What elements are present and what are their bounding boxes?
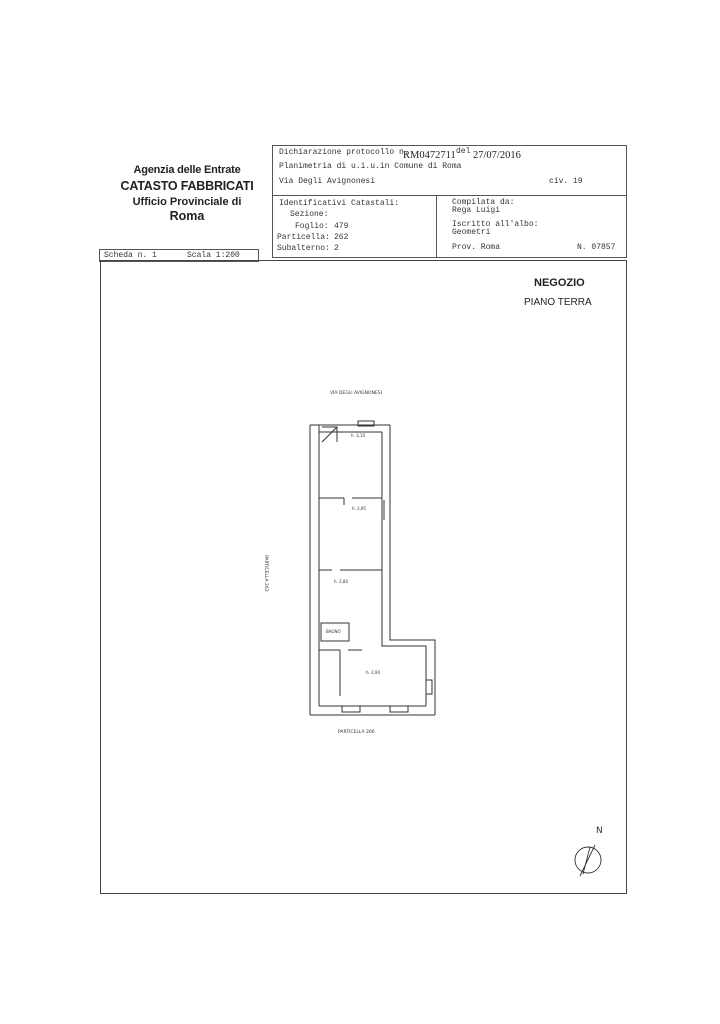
plan-partition-1: [319, 498, 382, 505]
plan-window-bottom-2: [390, 706, 408, 712]
sezione-label: Sezione:: [290, 210, 329, 219]
height-label-1: h. 3,10: [351, 433, 365, 438]
bathroom-label: BAGNO: [326, 629, 341, 634]
iscritto-value: Geometri: [452, 228, 491, 237]
protocol-number: RM0472711: [403, 150, 456, 161]
particella-value: 262: [334, 233, 349, 242]
north-arrow-icon: [575, 845, 601, 876]
compilata-value: Rega Luigi: [452, 206, 501, 215]
address-text: Via Degli Avignonesi: [279, 177, 376, 186]
scale: Scala 1:200: [187, 251, 240, 260]
del-label: del: [456, 147, 471, 156]
height-label-3: h. 2,80: [334, 579, 348, 584]
catasto-title: CATASTO FABBRICATI: [120, 179, 254, 193]
protocol-date: 27/07/2016: [473, 150, 521, 161]
plan-wall-right-inner: [382, 432, 426, 706]
iscritto-label: Iscritto all'albo:: [452, 220, 539, 229]
subalterno-value: 2: [334, 244, 339, 253]
planimetria-text: Planimetria di u.i.u.in Comune di Roma: [279, 162, 462, 171]
street-label: VIA DEGLI AVIGNONESI: [330, 391, 382, 396]
office-city: Roma: [169, 209, 205, 223]
height-label-2: h. 2,95: [352, 506, 366, 511]
plan-step: [426, 680, 432, 694]
particella-label: Particella:: [277, 233, 330, 242]
protocol-label: Dichiarazione protocollo n.: [279, 148, 409, 157]
height-label-4: h. 2,90: [366, 670, 380, 675]
registration-number: N. 07857: [577, 243, 616, 252]
scheda-number: Scheda n. 1: [104, 251, 157, 260]
foglio-label: Foglio:: [295, 222, 329, 231]
agency-name: Agenzia delle Entrate: [133, 164, 241, 176]
side-parcel-label: PARTICELLA 263: [263, 555, 268, 592]
subalterno-label: Subalterno:: [277, 244, 330, 253]
plan-door-top: [322, 427, 337, 442]
office-label: Ufficio Provinciale di: [132, 196, 242, 208]
catastal-title: Identificativi Catastali:: [279, 199, 400, 208]
civic-number: civ. 19: [549, 177, 583, 186]
north-label: N: [596, 826, 603, 836]
compilata-label: Compilata da:: [452, 198, 515, 207]
province: Prov. Roma: [452, 243, 501, 252]
bottom-parcel-label: PARTICELLA 266: [338, 730, 375, 735]
foglio-value: 479: [334, 222, 349, 231]
unit-type-title: NEGOZIO: [534, 277, 585, 289]
floor-label: PIANO TERRA: [524, 297, 592, 308]
plan-window-bottom-1: [342, 706, 360, 712]
plan-wall-right-outer: [390, 425, 435, 715]
